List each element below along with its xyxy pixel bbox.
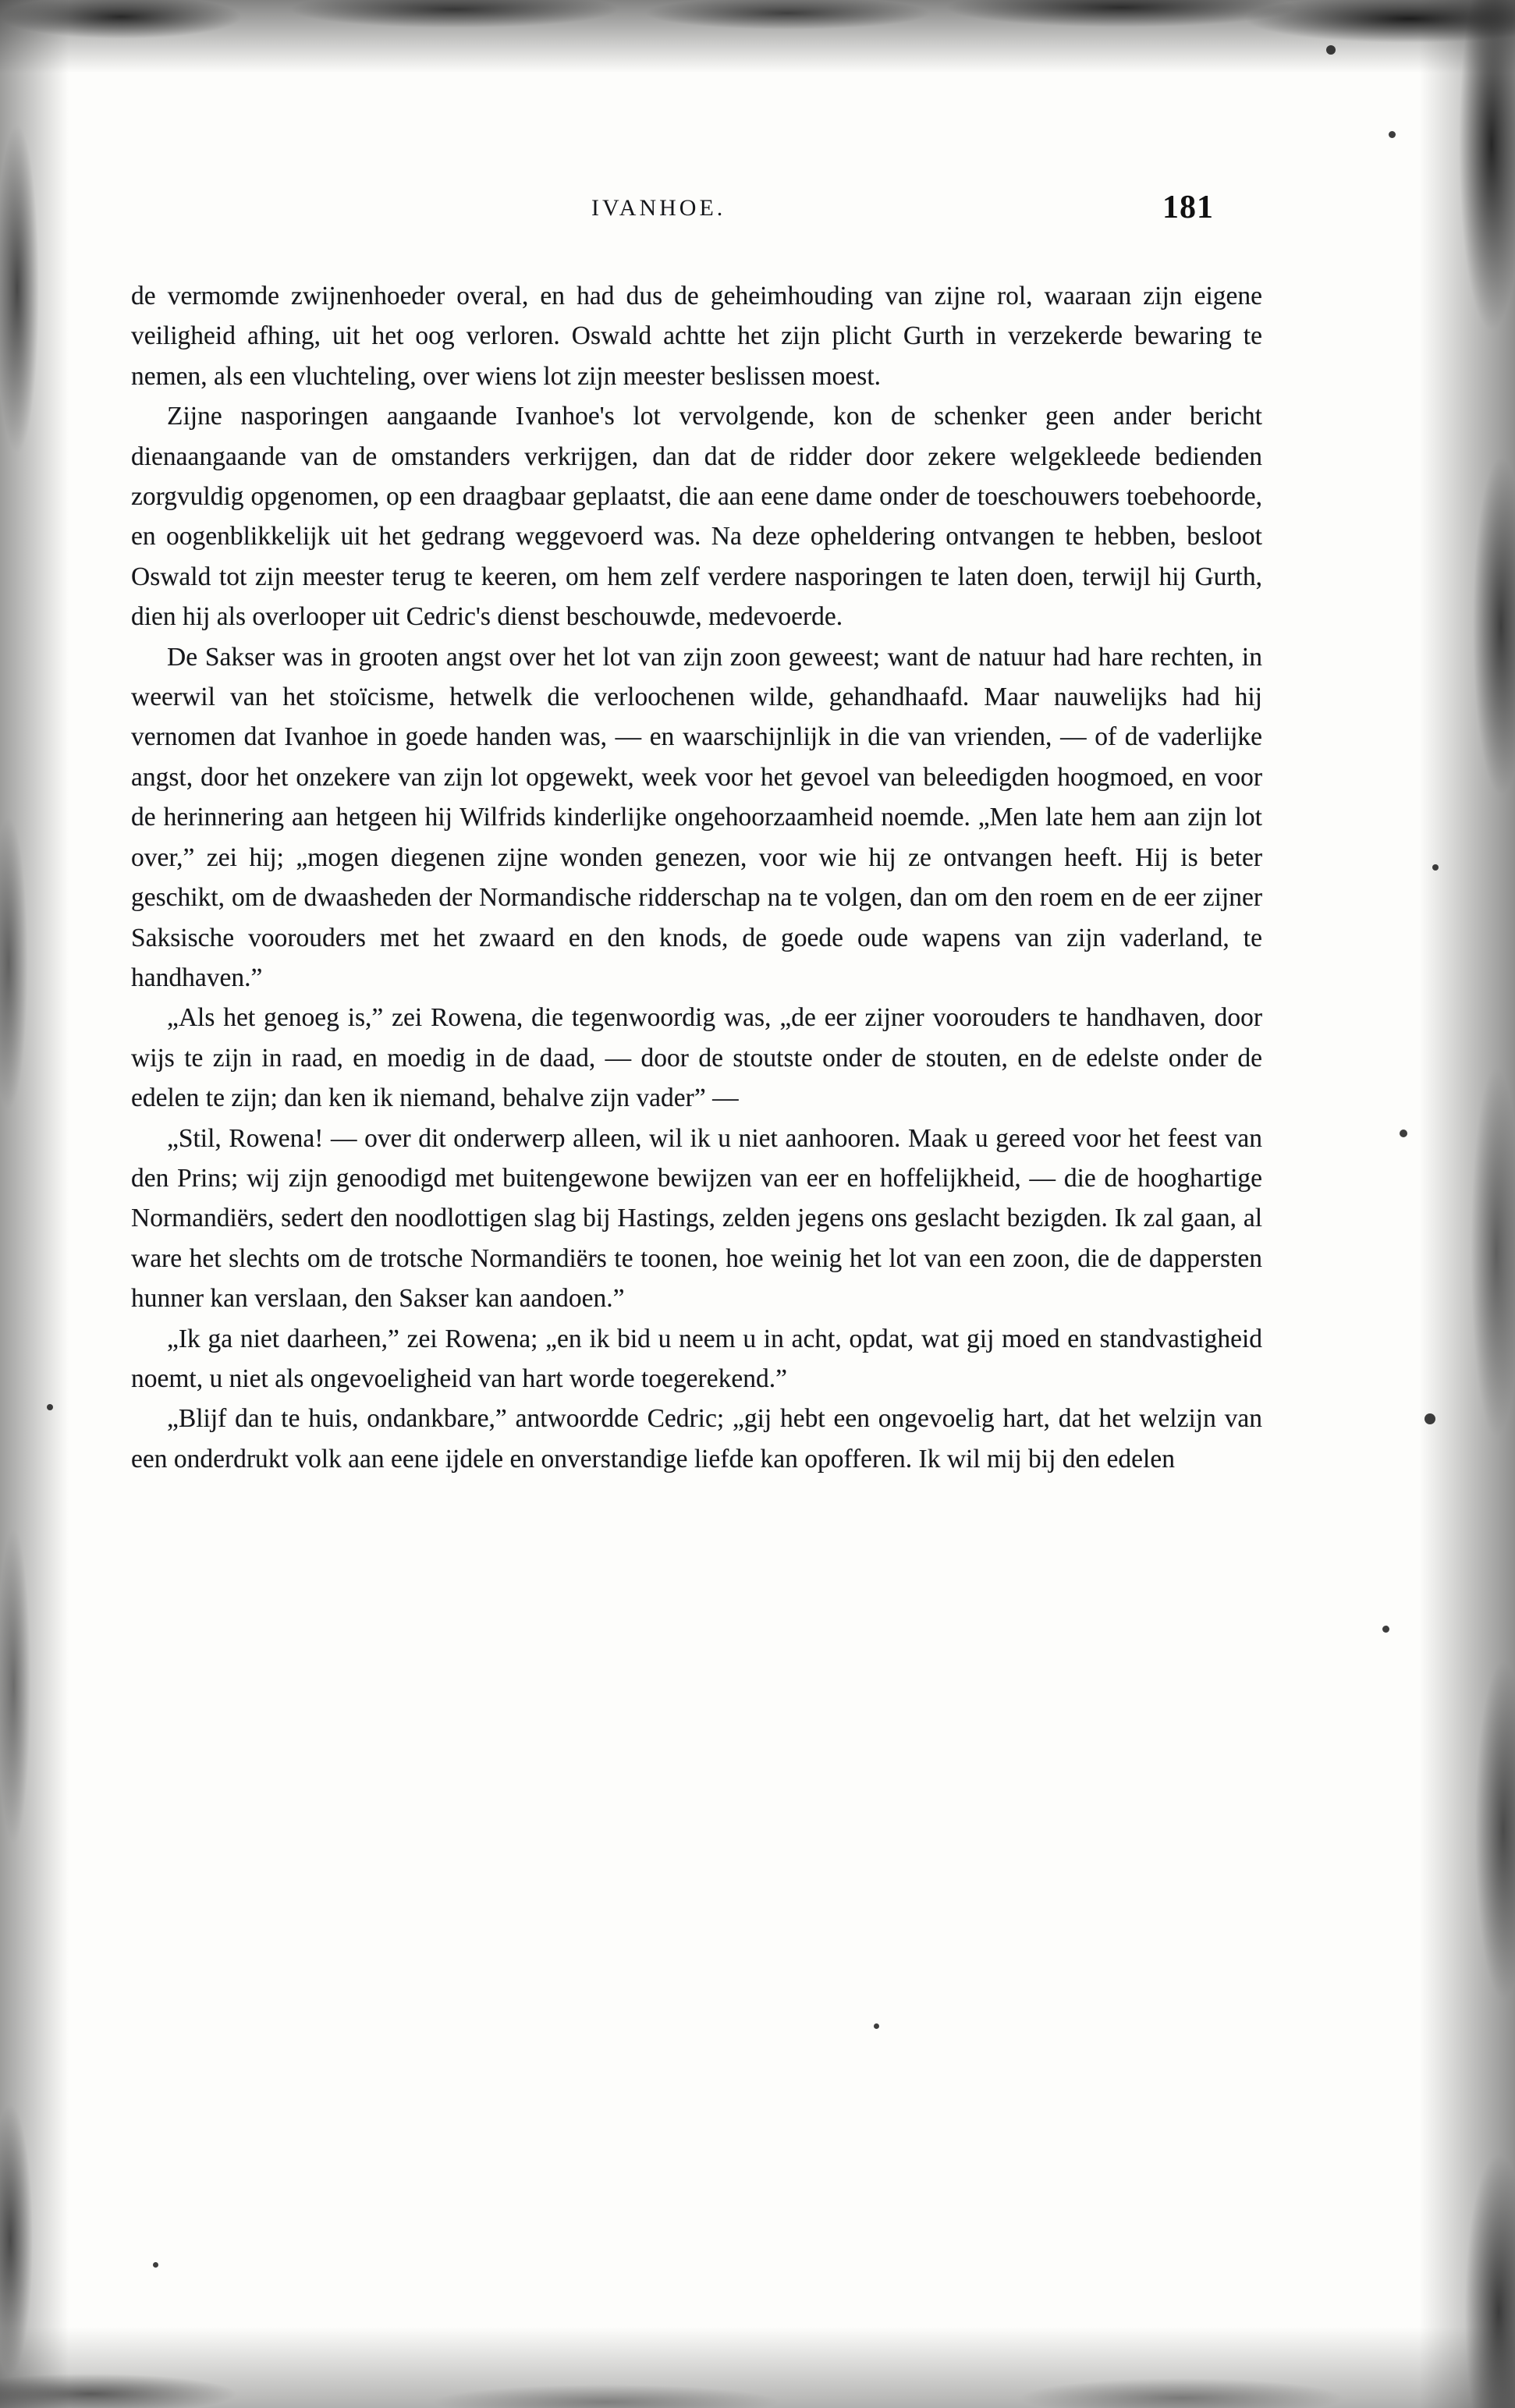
page-number: 181 — [1162, 190, 1214, 225]
scan-edge-top — [0, 0, 1515, 94]
ink-speck — [1389, 131, 1396, 138]
running-head — [131, 190, 1262, 240]
scan-edge-right — [1398, 0, 1515, 2408]
ink-speck — [1382, 1626, 1389, 1633]
ink-speck — [1326, 45, 1336, 55]
paragraph: „Blijf dan te huis, ondankbare,” antwoordde Cedric; „gij hebt een ongevoelig hart, dat het welzijn van een onderdrukt volk aan eene ijdele en onverstandige liefde kan opofferen. Ik wil mij bij den edelen — [131, 1404, 1262, 1474]
body-text — [131, 276, 1262, 1479]
scan-edge-left — [0, 0, 86, 2408]
paragraph: Zijne nasporingen aangaande Ivanhoe's lot vervolgende, kon de schenker geen ander bericht dienaangaande van de omstanders verkrijgen, dan dat de ridder door zekere welgekleede bedienden zorgvuldig opgenomen, op een draagbaar geplaatst, die aan eene dame onder de toeschouwers toebehoorde, en oogenblikkelijk uit het gedrang weggevoerd was. Na deze opheldering ontvangen te hebben, besloot Oswald tot zijn meester terug te keeren, om hem zelf verdere nasporingen te laten doen, terwijl hij Gurth, dien hij als overlooper uit Cedric's dienst beschouwde, medevoerde. — [131, 402, 1262, 632]
running-title: IVANHOE. — [591, 195, 726, 221]
paragraph: De Sakser was in grooten angst over het lot van zijn zoon geweest; want de natuur had hare rechten, in weerwil van het stoïcisme, hetwelk die verloochenen wilde, gehandhaafd. Maar nauwelijks had hij vernomen dat Ivanhoe in goede handen was, — en waarschijnlijk in die van vrienden, — of de vaderlijke angst, door het onzekere van zijn lot opgewekt, week voor het gevoel van beleedigden hoogmoed, en voor de herinnering aan hetgeen hij Wilfrids kinderlijke ongehoorzaamheid noemde. „Men late hem aan zijn lot over,” zei hij; „mogen diegenen zijne wonden genezen, voor wie hij ze ontvangen heeft. Hij is beter geschikt, om de dwaasheden der Normandische ridderschap na te volgen, dan om den roem en de eer zijner Saksische voorouders met het zwaard en den knods, de goede oude wapens van zijn vaderland, te handhaven.” — [131, 642, 1262, 992]
paragraph: de vermomde zwijnenhoeder overal, en had dus de geheimhouding van zijne rol, waaraan zijn eigene veiligheid afhing, uit het oog verloren. Oswald achtte het zijn plicht Gurth in verzekerde bewaring te nemen, als een vluchteling, over wiens lot zijn meester beslissen moest. — [131, 282, 1262, 391]
ink-speck — [1432, 864, 1439, 871]
scan-edge-bottom — [0, 2307, 1515, 2408]
ink-speck — [874, 2023, 879, 2029]
paragraph: „Als het genoeg is,” zei Rowena, die tegenwoordig was, „de eer zijner voorouders te handhaven, door wijs te zijn in raad, en moedig in de daad, — door de stoutste onder de stouten, en de edelste onder de edelen te zijn; dan ken ik niemand, behalve zijn vader” — — [131, 1003, 1262, 1113]
ink-speck — [1400, 1130, 1407, 1137]
ink-speck — [153, 2262, 158, 2268]
page-content — [131, 190, 1262, 1479]
ink-speck — [1425, 1413, 1435, 1424]
ink-speck — [47, 1404, 53, 1410]
paragraph: „Ik ga niet daarheen,” zei Rowena; „en ik bid u neem u in acht, opdat, wat gij moed en standvastigheid noemt, u niet als ongevoeligheid van hart worde toegerekend.” — [131, 1324, 1262, 1393]
paragraph: „Stil, Rowena! — over dit onderwerp alleen, wil ik u niet aanhooren. Maak u gereed voor het feest van den Prins; wij zijn genoodigd met buitengewone bewijzen van eer en hoffelijkheid, — die de hooghartige Normandiërs, sedert den noodlottigen slag bij Hastings, zelden jegens ons geslacht bezigden. Ik zal gaan, al ware het slechts om de trotsche Normandiërs te toonen, hoe weinig het lot van een zoon, die de dappersten hunner kan verslaan, den Sakser kan aandoen.” — [131, 1123, 1262, 1314]
